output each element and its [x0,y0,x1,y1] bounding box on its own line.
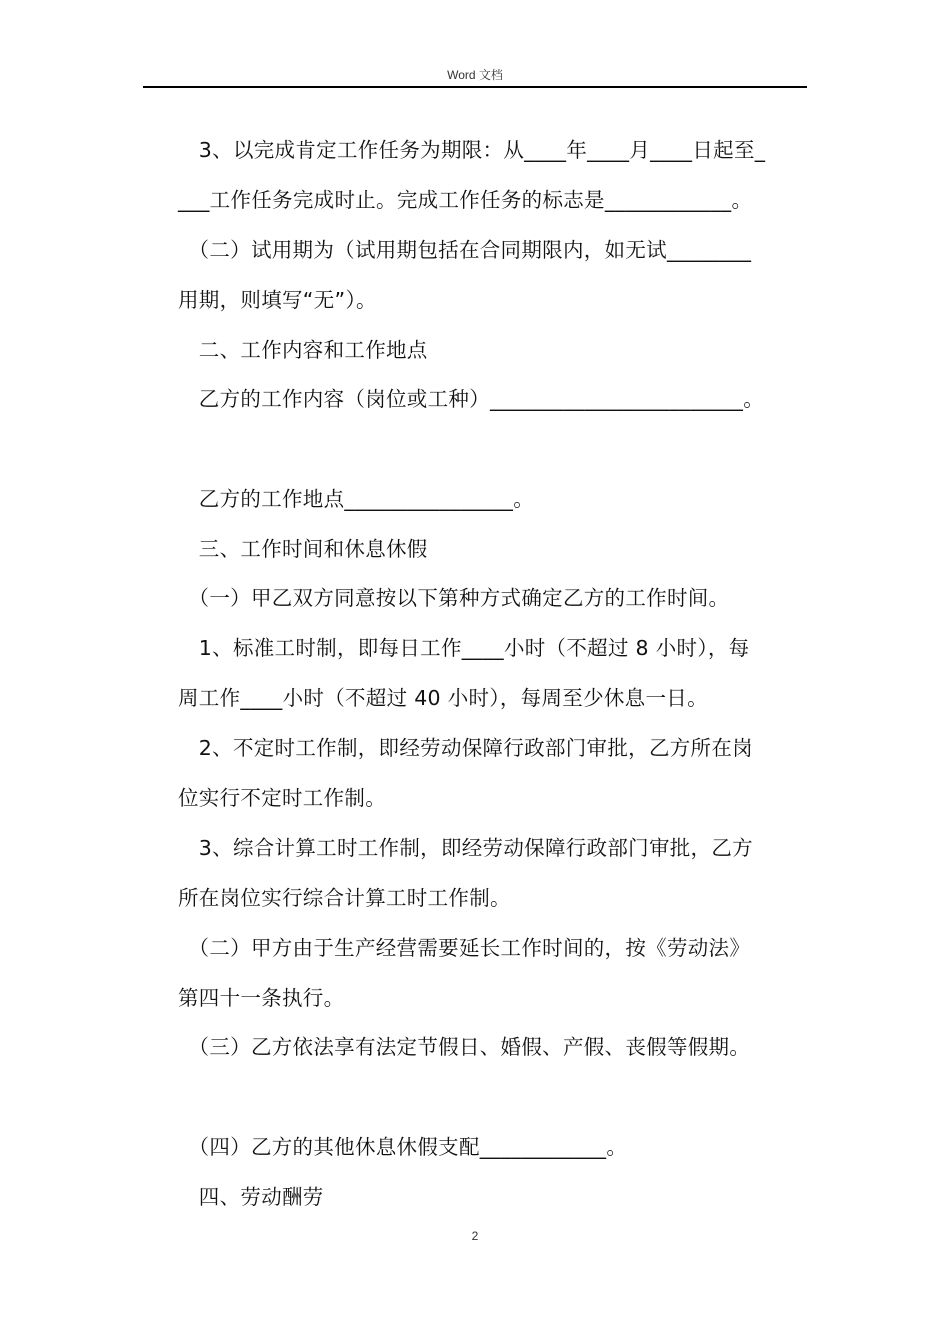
text-line: 3、以完成肯定工作任务为期限：从____年____月____日起至_ [178,138,766,162]
text-line: 所在岗位实行综合计算工时工作制。 [178,886,511,910]
text-line: 乙方的工作地点________________。 [178,487,534,511]
section-heading: 四、劳动酬劳 [178,1185,324,1209]
text-line: 3、综合计算工时工作制，即经劳动保障行政部门审批，乙方 [178,836,753,860]
text-line: （三）乙方依法享有法定节假日、婚假、产假、丧假等假期。 [178,1035,751,1059]
text-line: （二）甲方由于生产经营需要延长工作时间的，按《劳动法》 [178,936,751,960]
page-number: 2 [471,1229,479,1243]
text-line: ___工作任务完成时止。完成工作任务的标志是____________。 [178,188,753,212]
text-line: 用期，则填写“无”）。 [178,288,377,312]
text-line: （二）试用期为（试用期包括在合同期限内，如无试________ [178,238,752,262]
section-heading: 三、工作时间和休息休假 [178,537,428,561]
text-line: 2、不定时工作制，即经劳动保障行政部门审批，乙方所在岗 [178,736,753,760]
text-line: 乙方的工作内容（岗位或工种）________________________。 [178,387,764,411]
text-line: 1、标准工时制，即每日工作____小时（不超过 8 小时），每 [178,636,750,660]
text-line: 位实行不定时工作制。 [178,786,386,810]
text-line: （一）甲乙双方同意按以下第种方式确定乙方的工作时间。 [178,586,730,610]
section-heading: 二、工作内容和工作地点 [178,338,428,362]
header-divider [143,86,807,88]
text-line: 第四十一条执行。 [178,986,345,1010]
text-line: （四）乙方的其他休息休假支配____________。 [178,1135,628,1159]
text-line: 周工作____小时（不超过 40 小时），每周至少休息一日。 [178,686,708,710]
page-header: Word 文档 [447,68,503,82]
